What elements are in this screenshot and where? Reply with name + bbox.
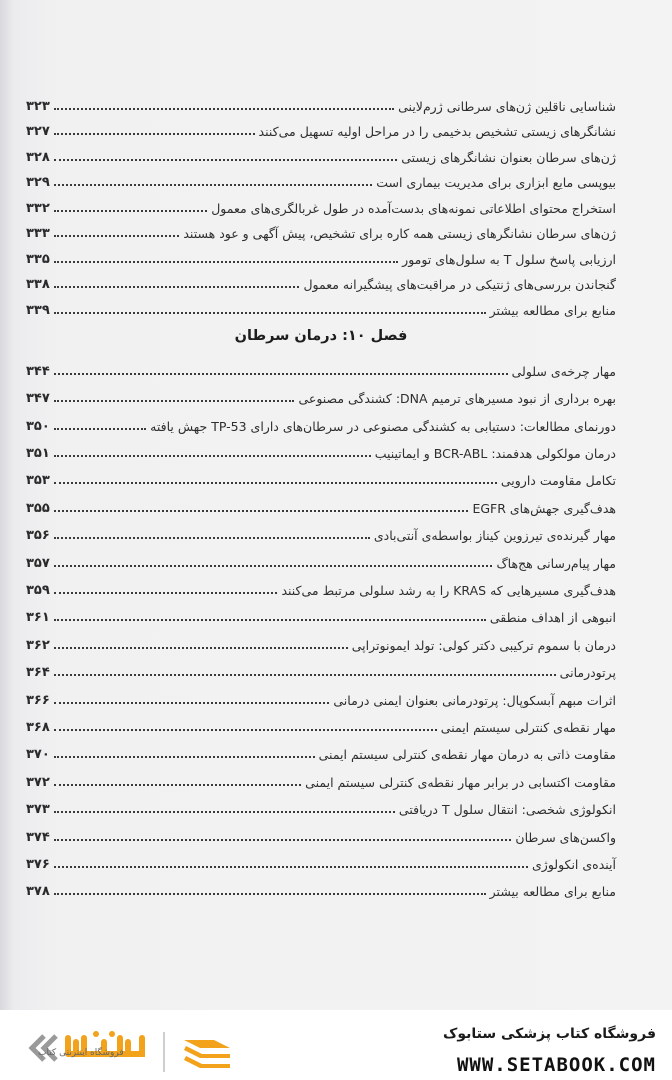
toc-entry-title: انبوهی از اهداف منطقی (489, 610, 616, 626)
toc-page-number: ۳۷۰ (26, 747, 50, 763)
toc-entry-title: مهار نقطه‌ی کنترلی سیستم ایمنی (440, 719, 616, 735)
dot-leader (54, 866, 528, 868)
dot-leader (54, 619, 486, 621)
dot-leader (54, 159, 397, 161)
toc-page-number: ۳۴۴ (26, 363, 50, 379)
toc-page-number: ۳۶۱ (26, 610, 50, 626)
toc-entry-title: پرتودرمانی (559, 665, 616, 681)
toc-page-number: ۳۳۸ (26, 277, 50, 292)
toc-page-number: ۳۷۳ (26, 802, 50, 818)
toc-page-number: ۳۵۱ (26, 446, 50, 462)
toc-entry-title: هدف‌گیری جهش‌های EGFR (472, 500, 616, 516)
dot-leader (54, 756, 315, 758)
toc-entry (26, 461, 616, 488)
toc-section-chapter-10 (26, 352, 616, 900)
logo-tagline: فروشگاه اینترنتی کتاب (38, 1048, 124, 1058)
toc-entry-title: مهار پیام‌رسانی هج‌هاگ (496, 555, 616, 571)
dot-leader (54, 729, 437, 731)
toc-page-number: ۳۷۴ (26, 829, 50, 845)
toc-entry (26, 379, 616, 406)
toc-page-number: ۳۳۳ (26, 226, 50, 241)
table-of-contents (26, 88, 616, 899)
toc-entry (26, 488, 616, 515)
toc-page-number: ۳۳۲ (26, 200, 50, 216)
dot-leader (54, 565, 493, 567)
dot-leader (54, 482, 497, 484)
toc-page-number: ۳۶۶ (26, 692, 50, 708)
dot-leader (54, 261, 398, 263)
dot-leader (54, 811, 395, 813)
toc-entry (26, 267, 616, 293)
toc-entry (26, 543, 616, 570)
toc-entry-title: ژن‌های سرطان نشانگرهای زیستی همه کاره برای تشخیص، پیش آگهی و عود هستند (183, 226, 616, 241)
toc-entry (26, 516, 616, 543)
toc-entry (26, 680, 616, 707)
toc-entry-title: درمان با سموم ترکیبی دکتر کولی: تولد ایمونوتراپی (351, 637, 616, 653)
toc-entry (26, 571, 616, 598)
dot-leader (54, 893, 486, 895)
toc-entry-title: هدف‌گیری مسیرهایی که KRAS را به رشد سلولی مرتبط می‌کنند (281, 583, 616, 599)
dot-leader (54, 210, 207, 212)
toc-entry (26, 139, 616, 165)
dot-leader (54, 674, 556, 676)
toc-entry-title: آینده‌ی انکولوژی (532, 856, 616, 872)
toc-entry-title: دورنمای مطالعات: دستیابی به کشندگی مصنوعی در سرطان‌های دارای TP-53 جهش یافته (150, 418, 616, 434)
dot-leader (54, 784, 301, 786)
toc-page-number: ۳۶۴ (26, 665, 50, 681)
toc-entry (26, 845, 616, 872)
dot-leader (54, 510, 469, 512)
toc-entry (26, 625, 616, 652)
toc-page-number: ۳۷۸ (26, 884, 50, 900)
toc-entry-title: تکامل مقاومت دارویی (500, 473, 616, 489)
toc-page-number: ۳۷۶ (26, 856, 50, 872)
toc-entry (26, 790, 616, 817)
toc-page-number: ۳۲۳ (26, 98, 50, 114)
dot-leader (54, 839, 512, 841)
toc-page-number: ۳۵۵ (26, 500, 50, 516)
toc-entry (26, 735, 616, 762)
toc-entry-title: مقاومت ذاتی به درمان مهار نقطه‌ی کنترلی سیستم ایمنی (318, 747, 616, 763)
book-stack-icon (184, 1040, 230, 1068)
store-name: فروشگاه کتاب پزشکی ستابوک (443, 1026, 656, 1042)
toc-entry-title: درمان مولکولی هدفمند: BCR-ABL و ایماتینیب (374, 446, 616, 462)
toc-entry (26, 653, 616, 680)
toc-entry-title: منابع برای مطالعه بیشتر (489, 884, 616, 900)
toc-entry (26, 434, 616, 461)
toc-entry-title: گنجاندن بررسی‌های ژنتیکی در مراقبت‌های پیشگیرانه معمول (303, 277, 616, 292)
toc-entry (26, 114, 616, 140)
toc-entry-title: مهار چرخه‌ی سلولی (511, 363, 616, 379)
dot-leader (54, 647, 348, 649)
dot-leader (54, 312, 486, 314)
dot-leader (54, 537, 370, 539)
toc-entry-title: ژن‌های سرطان بعنوان نشانگرهای زیستی (401, 149, 616, 165)
chapter-heading: فصل ۱۰: درمان سرطان (234, 327, 408, 344)
store-footer (0, 1010, 672, 1080)
toc-entry (26, 406, 616, 433)
toc-entry-title: انکولوژی شخصی: انتقال سلول T دریافتی (398, 802, 616, 818)
toc-entry (26, 872, 616, 899)
toc-entry (26, 762, 616, 789)
toc-entry (26, 292, 616, 318)
toc-entry-title: بیوپسی مایع ابزاری برای مدیریت بیماری است (376, 175, 616, 190)
toc-entry-title: مقاومت اکتسابی در برابر مهار نقطه‌ی کنترلی سیستم ایمنی (305, 774, 616, 790)
dot-leader (54, 133, 255, 135)
toc-entry-title: منابع برای مطالعه بیشتر (489, 302, 616, 318)
dot-leader (54, 286, 300, 288)
toc-page-number: ۳۳۵ (26, 251, 50, 267)
dot-leader (54, 235, 180, 237)
toc-entry (26, 190, 616, 216)
toc-page-number: ۳۵۶ (26, 528, 50, 544)
toc-entry (26, 352, 616, 379)
store-url[interactable]: WWW.SETABOOK.COM (456, 1054, 656, 1076)
toc-page-number: ۳۷۲ (26, 774, 50, 790)
dot-leader (54, 702, 330, 704)
toc-entry-title: ارزیابی پاسخ سلول T به سلول‌های تومور (402, 251, 616, 267)
toc-page-number: ۳۴۷ (26, 391, 50, 407)
dot-leader (54, 108, 394, 110)
toc-entry (26, 598, 616, 625)
toc-page-number: ۳۵۹ (26, 583, 50, 599)
dot-leader (54, 455, 371, 457)
toc-entry (26, 216, 616, 242)
toc-page-number: ۳۲۸ (26, 149, 50, 165)
toc-page-number: ۳۶۲ (26, 637, 50, 653)
toc-page-number: ۳۳۹ (26, 302, 50, 318)
toc-page-number: ۳۲۷ (26, 124, 50, 139)
dot-leader (54, 373, 508, 375)
toc-entry-title: اثرات مبهم آبسکوپال: پرتودرمانی بعنوان ایمنی درمانی (333, 692, 616, 708)
toc-entry-title: استخراج محتوای اطلاعاتی نمونه‌های بدست‌آمده در طول غربالگری‌های معمول (211, 200, 616, 216)
toc-entry (26, 88, 616, 114)
dot-leader (54, 400, 295, 402)
toc-entry (26, 241, 616, 267)
toc-entry-title: نشانگرهای زیستی تشخیص بدخیمی را در مراحل اولیه تسهیل می‌کنند (258, 124, 616, 139)
toc-entry (26, 817, 616, 844)
toc-page-number: ۳۶۸ (26, 719, 50, 735)
toc-page-number: ۳۵۰ (26, 418, 50, 434)
toc-entry-title: بهره برداری از نبود مسیرهای ترمیم DNA: کشندگی مصنوعی (298, 391, 616, 407)
dot-leader (54, 592, 278, 594)
toc-entry-title: شناسایی ناقلین ژن‌های سرطانی ژرم‌لاینی (398, 98, 616, 114)
toc-entry (26, 708, 616, 735)
toc-section-previous (26, 88, 616, 318)
toc-page-number: ۳۲۹ (26, 175, 50, 190)
dot-leader (54, 428, 146, 430)
toc-entry-title: واکسن‌های سرطان (515, 829, 616, 845)
toc-page-number: ۳۵۷ (26, 555, 50, 571)
dot-leader (54, 184, 372, 186)
toc-entry-title: مهار گیرنده‌ی تیرزوین کیناز بواسطه‌ی آنتی‌بادی (373, 528, 616, 544)
toc-entry (26, 165, 616, 191)
toc-page-number: ۳۵۳ (26, 473, 50, 489)
